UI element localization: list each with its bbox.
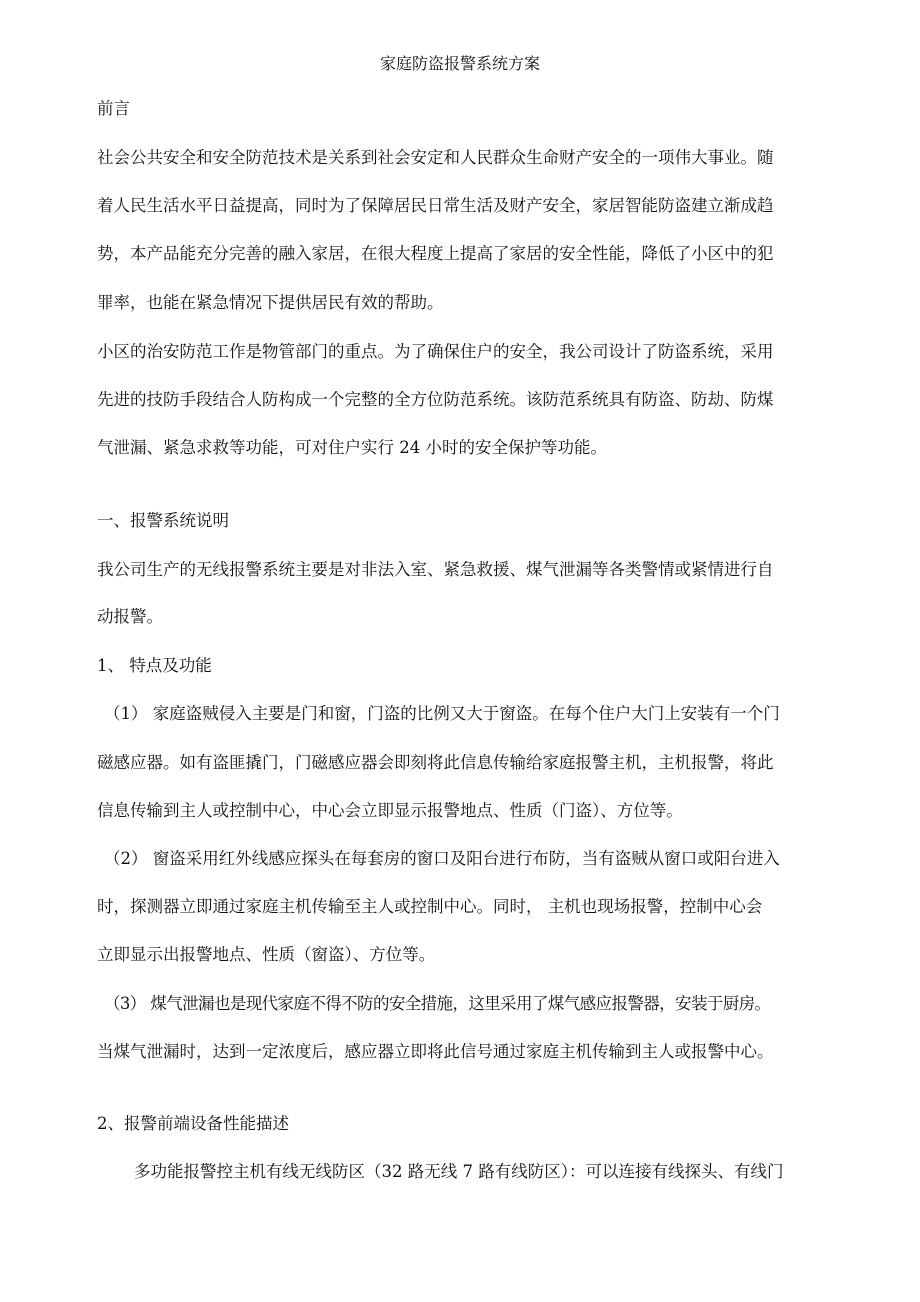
list-item-line: （2） 窗盗采用红外线感应探头在每套房的窗口及阳台进行布防，当有盗贼从窗口或阳台进入: [104, 849, 780, 868]
list-item-line: 时，探测器立即通过家庭主机传输至主人或控制中心。同时， 主机也现场报警，控制中心会: [97, 897, 763, 916]
paragraph-line: 罪率，也能在紧急情况下提供居民有效的帮助。: [97, 293, 444, 312]
subsection-heading: 1、 特点及功能: [97, 656, 212, 675]
paragraph-line: 着人民生活水平日益提高，同时为了保障居民日常生活及财产安全，家居智能防盗建立渐成趋: [97, 196, 774, 215]
paragraph-line: 社会公共安全和安全防范技术是关系到社会安定和人民群众生命财产安全的一项伟大事业。随: [97, 148, 774, 167]
paragraph-line: 小区的治安防范工作是物管部门的重点。为了确保住户的安全，我公司设计了防盗系统，采用: [97, 342, 774, 361]
preface-heading: 前言: [97, 99, 130, 118]
paragraph-line: 先进的技防手段结合人防构成一个完整的全方位防范系统。该防范系统具有防盗、防劫、防煤: [97, 390, 774, 409]
paragraph-line: 气泄漏、紧急求救等功能，可对住户实行 24 小时的安全保护等功能。: [97, 438, 607, 457]
paragraph-line: 我公司生产的无线报警系统主要是对非法入室、紧急救援、煤气泄漏等各类警情或紧情进行自: [97, 560, 774, 579]
list-item-line: （1） 家庭盗贼侵入主要是门和窗，门盗的比例又大于窗盗。在每个住户大门上安装有一个门: [104, 704, 780, 723]
document-title: 家庭防盗报警系统方案: [379, 54, 540, 73]
list-item-line: 信息传输到主人或控制中心，中心会立即显示报警地点、性质（门盗）、方位等。: [97, 801, 683, 820]
paragraph-line: 多功能报警控主机有线无线防区（32 路无线 7 路有线防区）：可以连接有线探头、有线门: [134, 1162, 784, 1181]
list-item-line: 当煤气泄漏时，达到一定浓度后，感应器立即将此信号通过家庭主机传输到主人或报警中心。: [97, 1042, 774, 1061]
paragraph-line: 动报警。: [97, 607, 163, 626]
paragraph-line: 势，本产品能充分完善的融入家居，在很大程度上提高了家居的安全性能，降低了小区中的犯: [97, 244, 774, 263]
list-item-line: （3） 煤气泄漏也是现代家庭不得不防的安全措施，这里采用了煤气感应报警器，安装于厨房。: [104, 994, 771, 1013]
section-heading: 一、报警系统说明: [97, 511, 229, 530]
list-item-line: 立即显示出报警地点、性质（窗盗）、方位等。: [97, 945, 436, 964]
subsection-heading: 2、报警前端设备性能描述: [97, 1114, 289, 1133]
list-item-line: 磁感应器。如有盗匪撬门，门磁感应器会即刻将此信息传输给家庭报警主机，主机报警，将此: [97, 753, 774, 772]
